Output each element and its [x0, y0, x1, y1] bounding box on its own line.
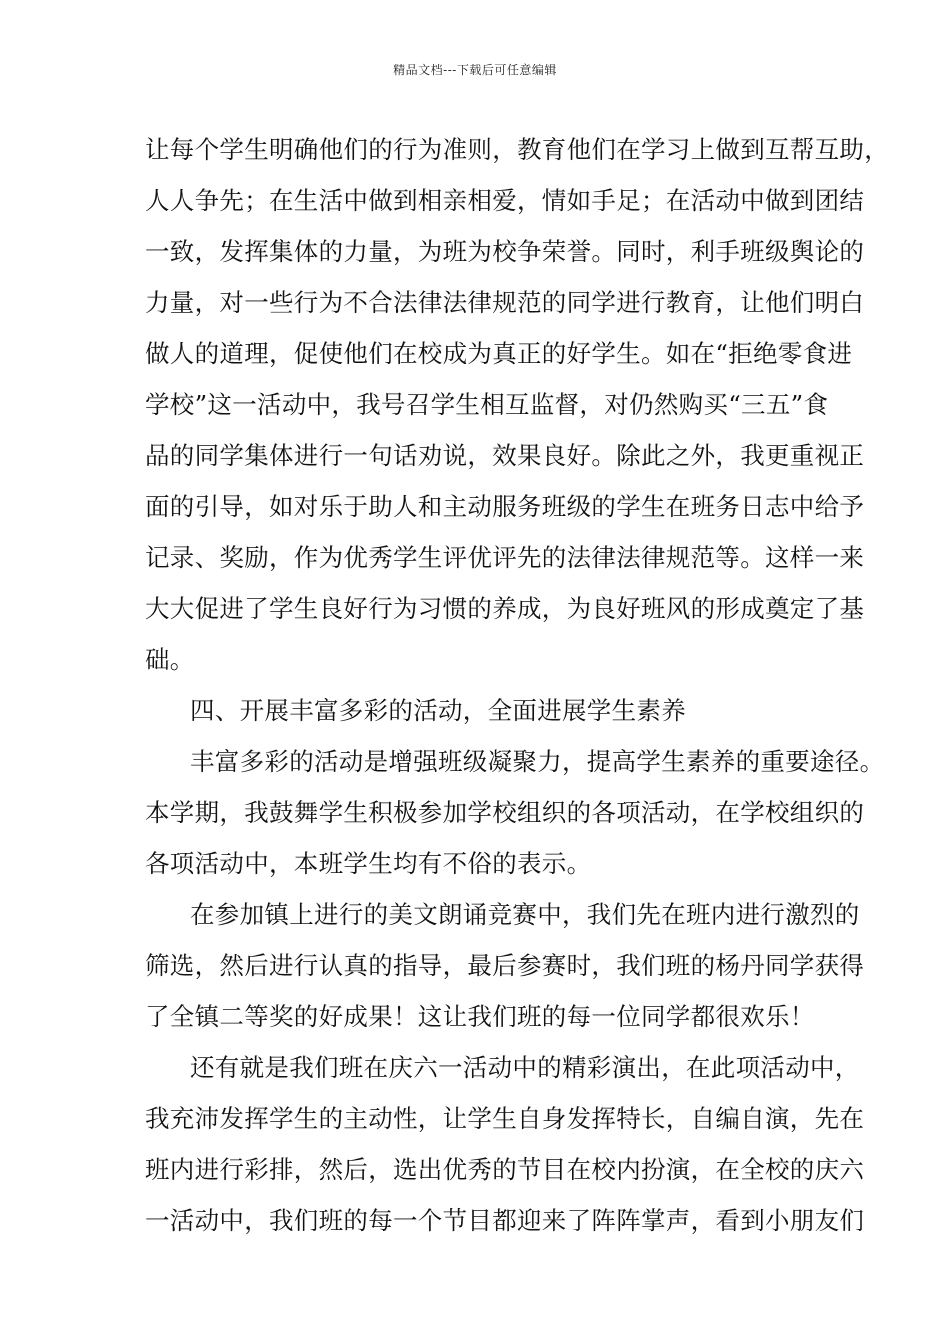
text-line: 记录、奖励，作为优秀学生评优评先的法律法律规范等。这样一来: [145, 543, 865, 572]
text-line: 班内进行彩排，然后，选出优秀的节目在校内扮演，在全校的庆六: [145, 1155, 865, 1184]
section-heading: 四、开展丰富多彩的活动，全面进展学生素养: [190, 696, 686, 725]
text-line: 各项活动中，本班学生均有不俗的表示。: [145, 849, 592, 878]
text-line: 一致，发挥集体的力量，为班为校争荣誉。同时，利手班级舆论的: [145, 237, 865, 266]
text-line: 面的引导，如对乐于助人和主动服务班级的学生在班务日志中给予: [145, 492, 865, 521]
text-line: 我充沛发挥学生的主动性，让学生自身发挥特长，自编自演，先在: [145, 1104, 865, 1133]
text-line: 大大促进了学生良好行为习惯的养成，为良好班风的形成奠定了基: [145, 594, 865, 623]
text-line: 做人的道理，促使他们在校成为真正的好学生。如在“拒绝零食进: [145, 339, 853, 368]
text-line: 筛选，然后进行认真的指导，最后参赛时，我们班的杨丹同学获得: [145, 951, 865, 980]
text-line: 力量，对一些行为不合法律法律规范的同学进行教育，让他们明白: [145, 288, 865, 317]
text-line: 学校”这一活动中，我号召学生相互监督，对仍然购买“三五”食: [145, 390, 829, 419]
text-line: 本学期，我鼓舞学生积极参加学校组织的各项活动，在学校组织的: [145, 798, 865, 827]
text-line: 丰富多彩的活动是增强班级凝聚力，提高学生素养的重要途径。: [190, 747, 885, 776]
text-line: 础。: [145, 645, 195, 674]
page-header: 精品文档---下载后可任意编辑: [393, 63, 557, 77]
text-line: 一活动中，我们班的每一个节目都迎来了阵阵掌声，看到小朋友们: [145, 1206, 865, 1235]
text-line: 品的同学集体进行一句话劝说，效果良好。除此之外，我更重视正: [145, 441, 865, 470]
text-line: 人人争先；在生活中做到相亲相爱，情如手足；在活动中做到团结: [145, 186, 865, 215]
text-line: 还有就是我们班在庆六一活动中的精彩演出，在此项活动中，: [190, 1053, 860, 1082]
text-line: 了全镇二等奖的好成果！这让我们班的每一位同学都很欢乐！: [145, 1002, 815, 1031]
text-line: 让每个学生明确他们的行为准则，教育他们在学习上做到互帮互助，: [145, 135, 889, 164]
text-line: 在参加镇上进行的美文朗诵竞赛中，我们先在班内进行激烈的: [190, 900, 860, 929]
